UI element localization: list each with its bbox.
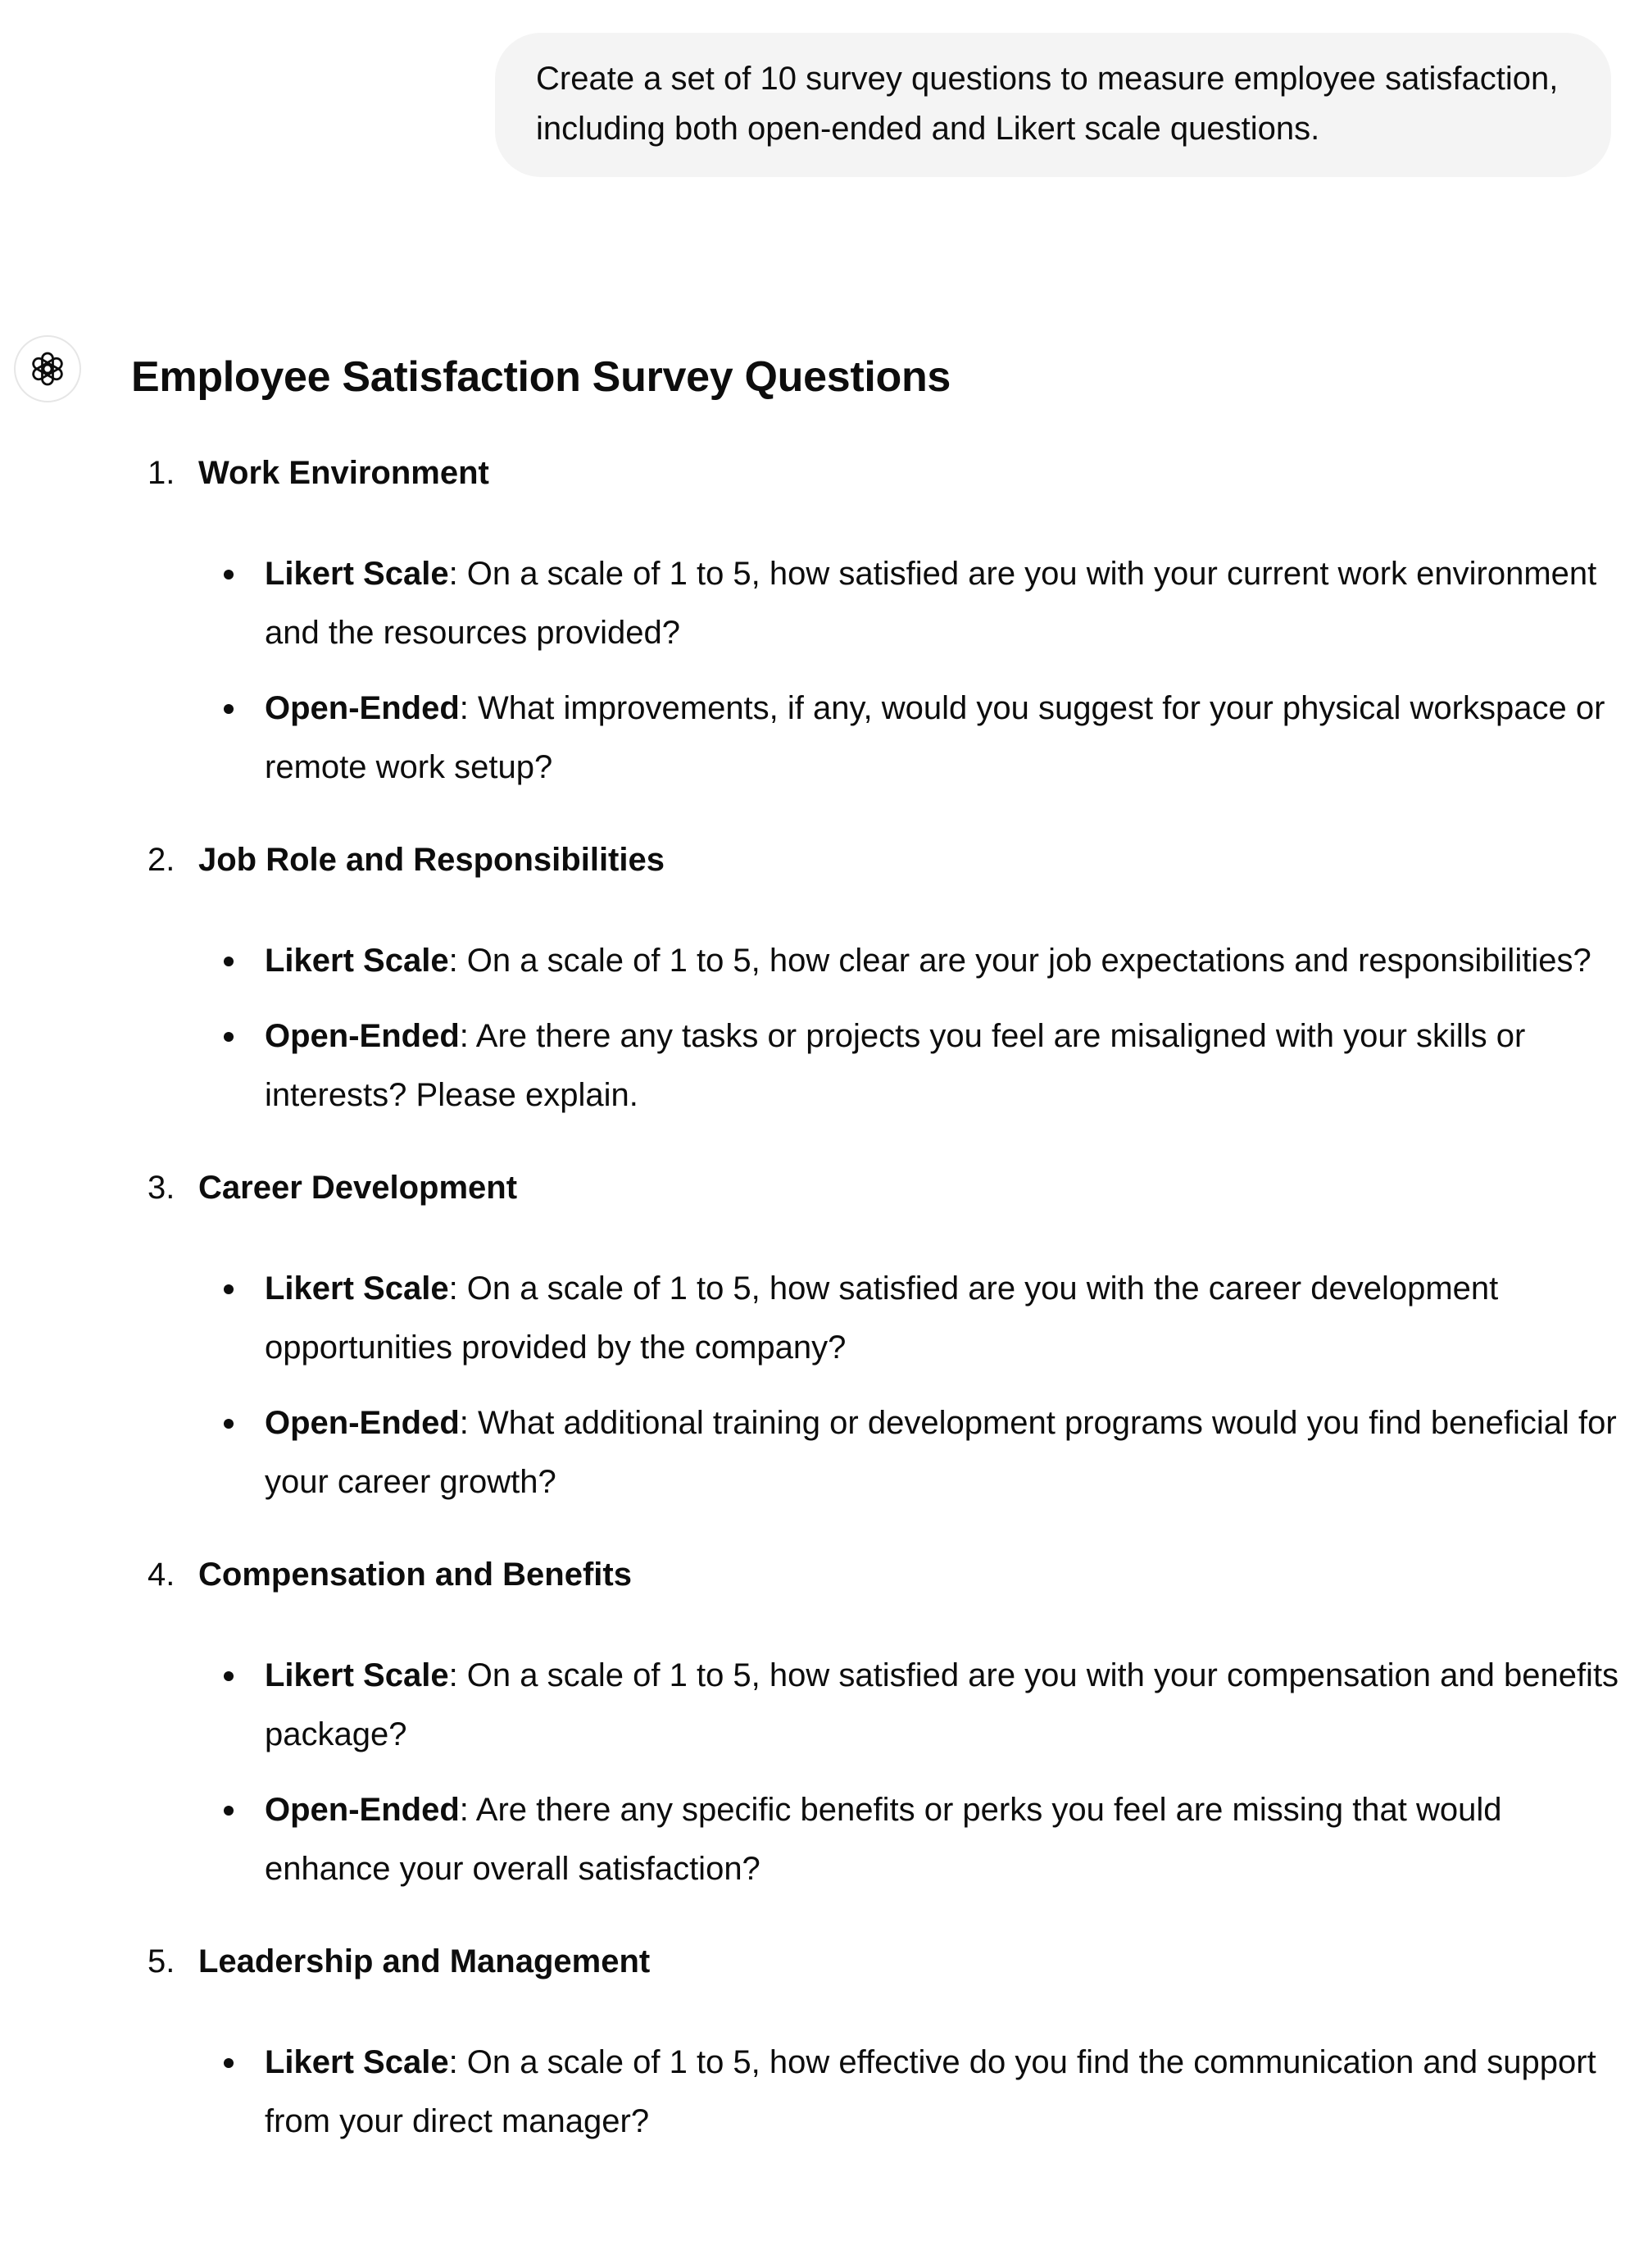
question-text: : On a scale of 1 to 5, how clear are your job expectations and responsibilities? xyxy=(448,943,1591,979)
question-item xyxy=(131,1780,1631,1898)
question-text: : On a scale of 1 to 5, how effective do you find the communication and support from your direct manager? xyxy=(265,2044,1596,2139)
question-item xyxy=(131,1259,1631,1377)
question-item xyxy=(131,2033,1631,2151)
section-title-text: Compensation and Benefits xyxy=(198,1557,632,1593)
response-heading: Employee Satisfaction Survey Questions xyxy=(131,353,951,401)
question-type-label: Likert Scale xyxy=(265,1657,449,1693)
section-title-text: Leadership and Management xyxy=(198,1943,651,1979)
section-number: 3. xyxy=(148,1170,175,1206)
question-type-label: Open-Ended xyxy=(265,1405,460,1441)
survey-section xyxy=(131,1159,1631,1511)
section-title-text: Job Role and Responsibilities xyxy=(198,842,665,878)
section-title-text: Career Development xyxy=(198,1170,518,1206)
question-item xyxy=(131,931,1631,990)
question-type-label: Likert Scale xyxy=(265,943,449,979)
bullet-icon xyxy=(224,570,234,579)
section-title-text: Work Environment xyxy=(198,455,489,491)
survey-sections xyxy=(131,444,1631,2151)
bullet-icon xyxy=(224,2058,234,2068)
question-item xyxy=(131,1646,1631,1764)
section-number: 5. xyxy=(148,1943,175,1979)
survey-section xyxy=(131,444,1631,797)
question-type-label: Open-Ended xyxy=(265,690,460,726)
bullet-icon xyxy=(224,1806,234,1816)
question-item xyxy=(131,1393,1631,1511)
question-type-label: Likert Scale xyxy=(265,1270,449,1307)
section-title xyxy=(131,1159,1631,1216)
survey-section xyxy=(131,1933,1631,2151)
assistant-response xyxy=(131,344,1631,2185)
question-text: : On a scale of 1 to 5, how satisfied are you with your current work environment and the resources provided? xyxy=(265,556,1597,651)
bullet-icon xyxy=(224,957,234,966)
bullet-icon xyxy=(224,1671,234,1681)
bullet-icon xyxy=(224,1032,234,1042)
section-number: 4. xyxy=(148,1557,175,1593)
section-title xyxy=(131,1933,1631,1990)
question-text: : What improvements, if any, would you suggest for your physical workspace or remote work setup? xyxy=(265,690,1605,785)
section-title xyxy=(131,831,1631,889)
question-item xyxy=(131,544,1631,662)
section-number: 2. xyxy=(148,842,175,878)
question-type-label: Likert Scale xyxy=(265,556,449,592)
question-list xyxy=(131,544,1631,797)
bullet-icon xyxy=(224,1419,234,1429)
bullet-icon xyxy=(224,704,234,714)
question-list xyxy=(131,1259,1631,1511)
question-list xyxy=(131,931,1631,1125)
assistant-avatar xyxy=(14,335,81,402)
question-type-label: Open-Ended xyxy=(265,1792,460,1828)
question-text: : What additional training or development programs would you find beneficial for your career growth? xyxy=(265,1405,1617,1500)
question-list xyxy=(131,1646,1631,1898)
question-text: : Are there any specific benefits or perks you feel are missing that would enhance your overall satisfaction? xyxy=(265,1792,1502,1887)
question-text: : On a scale of 1 to 5, how satisfied are you with your compensation and benefits package? xyxy=(265,1657,1619,1752)
question-text: : Are there any tasks or projects you feel are misaligned with your skills or interests? Please explain. xyxy=(265,1018,1526,1113)
section-number: 1. xyxy=(148,455,175,491)
question-item xyxy=(131,679,1631,797)
survey-section xyxy=(131,831,1631,1125)
user-message-text: Create a set of 10 survey questions to measure employee satisfaction, including both open-ended and Likert scale questions. xyxy=(536,61,1559,147)
section-title xyxy=(131,444,1631,502)
survey-section xyxy=(131,1546,1631,1898)
openai-logo-icon xyxy=(27,348,68,389)
question-type-label: Likert Scale xyxy=(265,2044,449,2080)
section-title xyxy=(131,1546,1631,1603)
user-message-bubble xyxy=(495,33,1611,177)
question-item xyxy=(131,1007,1631,1125)
question-list xyxy=(131,2033,1631,2151)
question-type-label: Open-Ended xyxy=(265,1018,460,1054)
bullet-icon xyxy=(224,1284,234,1294)
question-text: : On a scale of 1 to 5, how satisfied are you with the career development opportunities provided by the company? xyxy=(265,1270,1499,1366)
